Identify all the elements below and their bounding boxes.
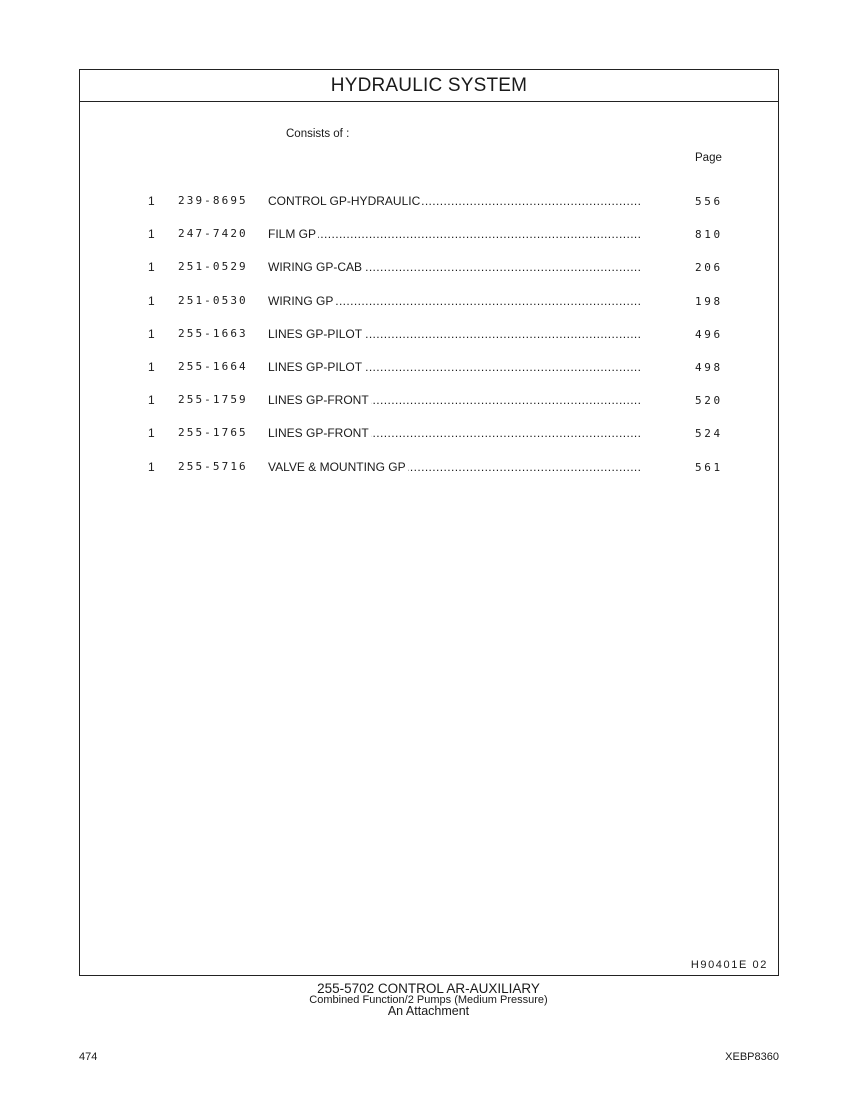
item-description: [268, 294, 642, 308]
list-item: [80, 294, 778, 310]
item-page: 556: [695, 195, 723, 208]
item-page: 206: [695, 261, 723, 275]
item-page: 498: [695, 361, 723, 374]
list-item: [80, 327, 778, 343]
item-quantity: 1: [148, 360, 155, 374]
item-part-number: 239-8695: [178, 194, 248, 207]
list-item: [80, 460, 778, 476]
item-description: [268, 360, 642, 374]
item-quantity: 1: [148, 293, 155, 308]
item-description-text: LINES GP-PILOT: [268, 326, 363, 341]
item-quantity: 1: [148, 194, 155, 208]
item-description: [268, 194, 642, 208]
item-description: [268, 460, 642, 474]
item-part-number: 251-0529: [178, 260, 248, 274]
item-quantity: 1: [148, 426, 155, 441]
illustration-code: H90401E 02: [690, 959, 768, 971]
item-part-number: 255-1765: [178, 426, 248, 440]
list-item: [80, 227, 778, 243]
item-description: [268, 227, 642, 241]
item-description-text: LINES GP-FRONT: [268, 393, 369, 408]
item-description-text: FILM GP: [268, 227, 317, 242]
item-description-text: LINES GP-FRONT: [268, 426, 369, 441]
section-title: HYDRAULIC SYSTEM: [80, 70, 778, 102]
item-quantity: 1: [148, 393, 155, 408]
item-description-text: WIRING GP-CAB: [268, 260, 363, 275]
item-description-text: VALVE & MOUNTING GP: [268, 459, 406, 474]
list-item: [80, 260, 778, 276]
item-quantity: 1: [148, 227, 155, 242]
item-description-text: CONTROL GP-HYDRAULIC: [268, 194, 421, 208]
item-quantity: 1: [148, 260, 155, 275]
list-item: [80, 426, 778, 442]
consists-of-label: Consists of :: [286, 128, 350, 140]
footer-attachment: An Attachment: [387, 1004, 470, 1018]
footer-title: 255-5702 CONTROL AR-AUXILIARY: [317, 981, 540, 996]
item-part-number: 251-0530: [178, 293, 248, 307]
item-page: 496: [695, 327, 723, 341]
item-page: 198: [695, 294, 723, 308]
parts-list-frame: [79, 69, 779, 976]
item-description: [268, 393, 642, 407]
page-number: 474: [79, 1051, 98, 1063]
item-page: 524: [695, 427, 723, 441]
item-part-number: 255-1759: [178, 393, 248, 407]
document-id: XEBP8360: [725, 1051, 779, 1063]
item-description-text: LINES GP-PILOT: [268, 360, 363, 374]
page-column-header: Page: [695, 152, 722, 164]
item-quantity: 1: [148, 326, 155, 341]
item-page: 561: [695, 460, 723, 474]
item-part-number: 255-5716: [178, 459, 248, 473]
list-item: [80, 360, 778, 376]
item-description: [268, 260, 642, 274]
item-page: 520: [695, 394, 723, 408]
item-description-text: WIRING GP: [268, 293, 334, 308]
item-description: [268, 426, 642, 440]
item-description: [268, 327, 642, 341]
list-item: [80, 194, 778, 210]
footer-subtitle: Combined Function/2 Pumps (Medium Pressure): [309, 994, 548, 1006]
item-part-number: 255-1663: [178, 326, 248, 340]
list-item: [80, 393, 778, 409]
item-part-number: 255-1664: [178, 360, 248, 373]
item-quantity: 1: [148, 459, 155, 474]
item-page: 810: [695, 228, 723, 242]
item-part-number: 247-7420: [178, 227, 248, 241]
